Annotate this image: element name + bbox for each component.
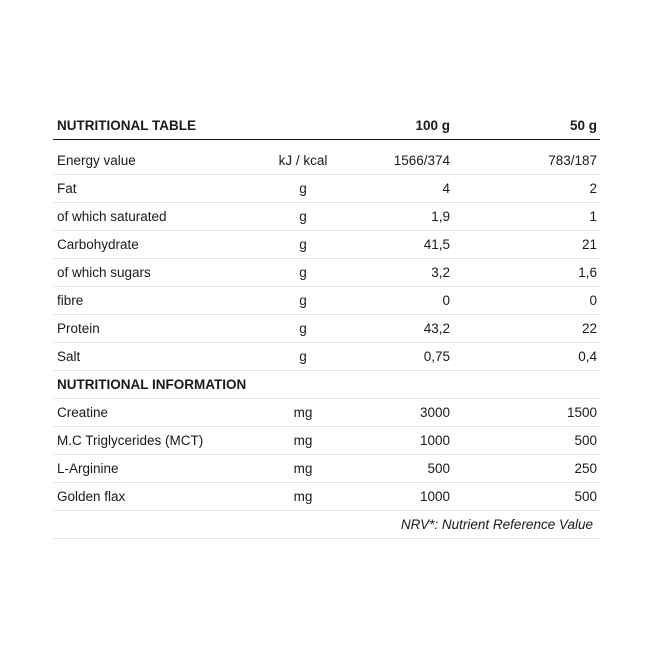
ingredient-name: Creatine — [57, 405, 109, 420]
table-row — [53, 343, 600, 371]
value-per-50g: 1 — [589, 209, 597, 224]
nutrient-unit: kJ / kcal — [278, 153, 328, 168]
value-per-50g: 0 — [589, 293, 597, 308]
table-row — [53, 483, 600, 511]
nutrient-name: Salt — [57, 349, 81, 364]
footnote: NRV*: Nutrient Reference Value — [400, 517, 593, 532]
ingredient-unit: mg — [293, 461, 313, 476]
nutrient-name: Carbohydrate — [57, 237, 139, 252]
nutrient-name: Energy value — [57, 153, 136, 168]
per-50g-header: 50 g — [569, 117, 597, 133]
value-per-100g: 1,9 — [431, 209, 450, 224]
table-row — [53, 231, 600, 259]
table-title: NUTRITIONAL TABLE — [57, 117, 196, 133]
table-header — [53, 111, 600, 140]
ingredient-name: Golden flax — [57, 489, 126, 504]
nutrient-unit: g — [299, 265, 307, 280]
table-row — [53, 203, 600, 231]
value-per-100g: 1000 — [419, 433, 450, 448]
value-per-50g: 500 — [574, 433, 597, 448]
ingredient-name: M.C Triglycerides (MCT) — [57, 433, 204, 448]
nutrient-name: fibre — [57, 293, 84, 308]
value-per-100g: 3000 — [419, 405, 450, 420]
nutrient-unit: g — [299, 237, 307, 252]
value-per-100g: 1566/374 — [393, 153, 450, 168]
nutrient-unit: g — [299, 321, 307, 336]
value-per-50g: 22 — [581, 321, 597, 336]
value-per-100g: 4 — [442, 181, 450, 196]
table-row — [53, 427, 600, 455]
value-per-50g: 500 — [574, 489, 597, 504]
nutrient-name: of which saturated — [57, 209, 167, 224]
nutrient-unit: g — [299, 293, 307, 308]
nutrient-name: of which sugars — [57, 265, 151, 280]
value-per-100g: 43,2 — [423, 321, 450, 336]
table-row — [53, 399, 600, 427]
table-row — [53, 259, 600, 287]
section-title: NUTRITIONAL INFORMATION — [57, 377, 247, 392]
nutrient-unit: g — [299, 349, 307, 364]
value-per-50g: 21 — [581, 237, 597, 252]
footnote-row — [53, 511, 600, 539]
ingredient-unit: mg — [293, 489, 313, 504]
value-per-50g: 1,6 — [578, 265, 597, 280]
nutrient-name: Fat — [57, 181, 77, 196]
value-per-100g: 0,75 — [423, 349, 450, 364]
section-header — [53, 371, 600, 399]
value-per-100g: 0 — [442, 293, 450, 308]
value-per-100g: 3,2 — [431, 265, 450, 280]
per-100g-header: 100 g — [415, 117, 450, 133]
value-per-50g: 250 — [574, 461, 597, 476]
value-per-50g: 0,4 — [578, 349, 597, 364]
value-per-100g: 500 — [427, 461, 450, 476]
ingredient-name: L-Arginine — [57, 461, 119, 476]
value-per-100g: 41,5 — [423, 237, 450, 252]
table-row — [53, 147, 600, 175]
table-row — [53, 315, 600, 343]
ingredient-unit: mg — [293, 433, 313, 448]
ingredient-unit: mg — [293, 405, 313, 420]
nutrient-unit: g — [299, 181, 307, 196]
table-row — [53, 175, 600, 203]
table-row — [53, 455, 600, 483]
value-per-50g: 2 — [589, 181, 597, 196]
nutrient-unit: g — [299, 209, 307, 224]
value-per-50g: 1500 — [566, 405, 597, 420]
nutrient-name: Protein — [57, 321, 100, 336]
value-per-100g: 1000 — [419, 489, 450, 504]
value-per-50g: 783/187 — [548, 153, 597, 168]
nutrition-table — [53, 111, 600, 539]
table-row — [53, 287, 600, 315]
